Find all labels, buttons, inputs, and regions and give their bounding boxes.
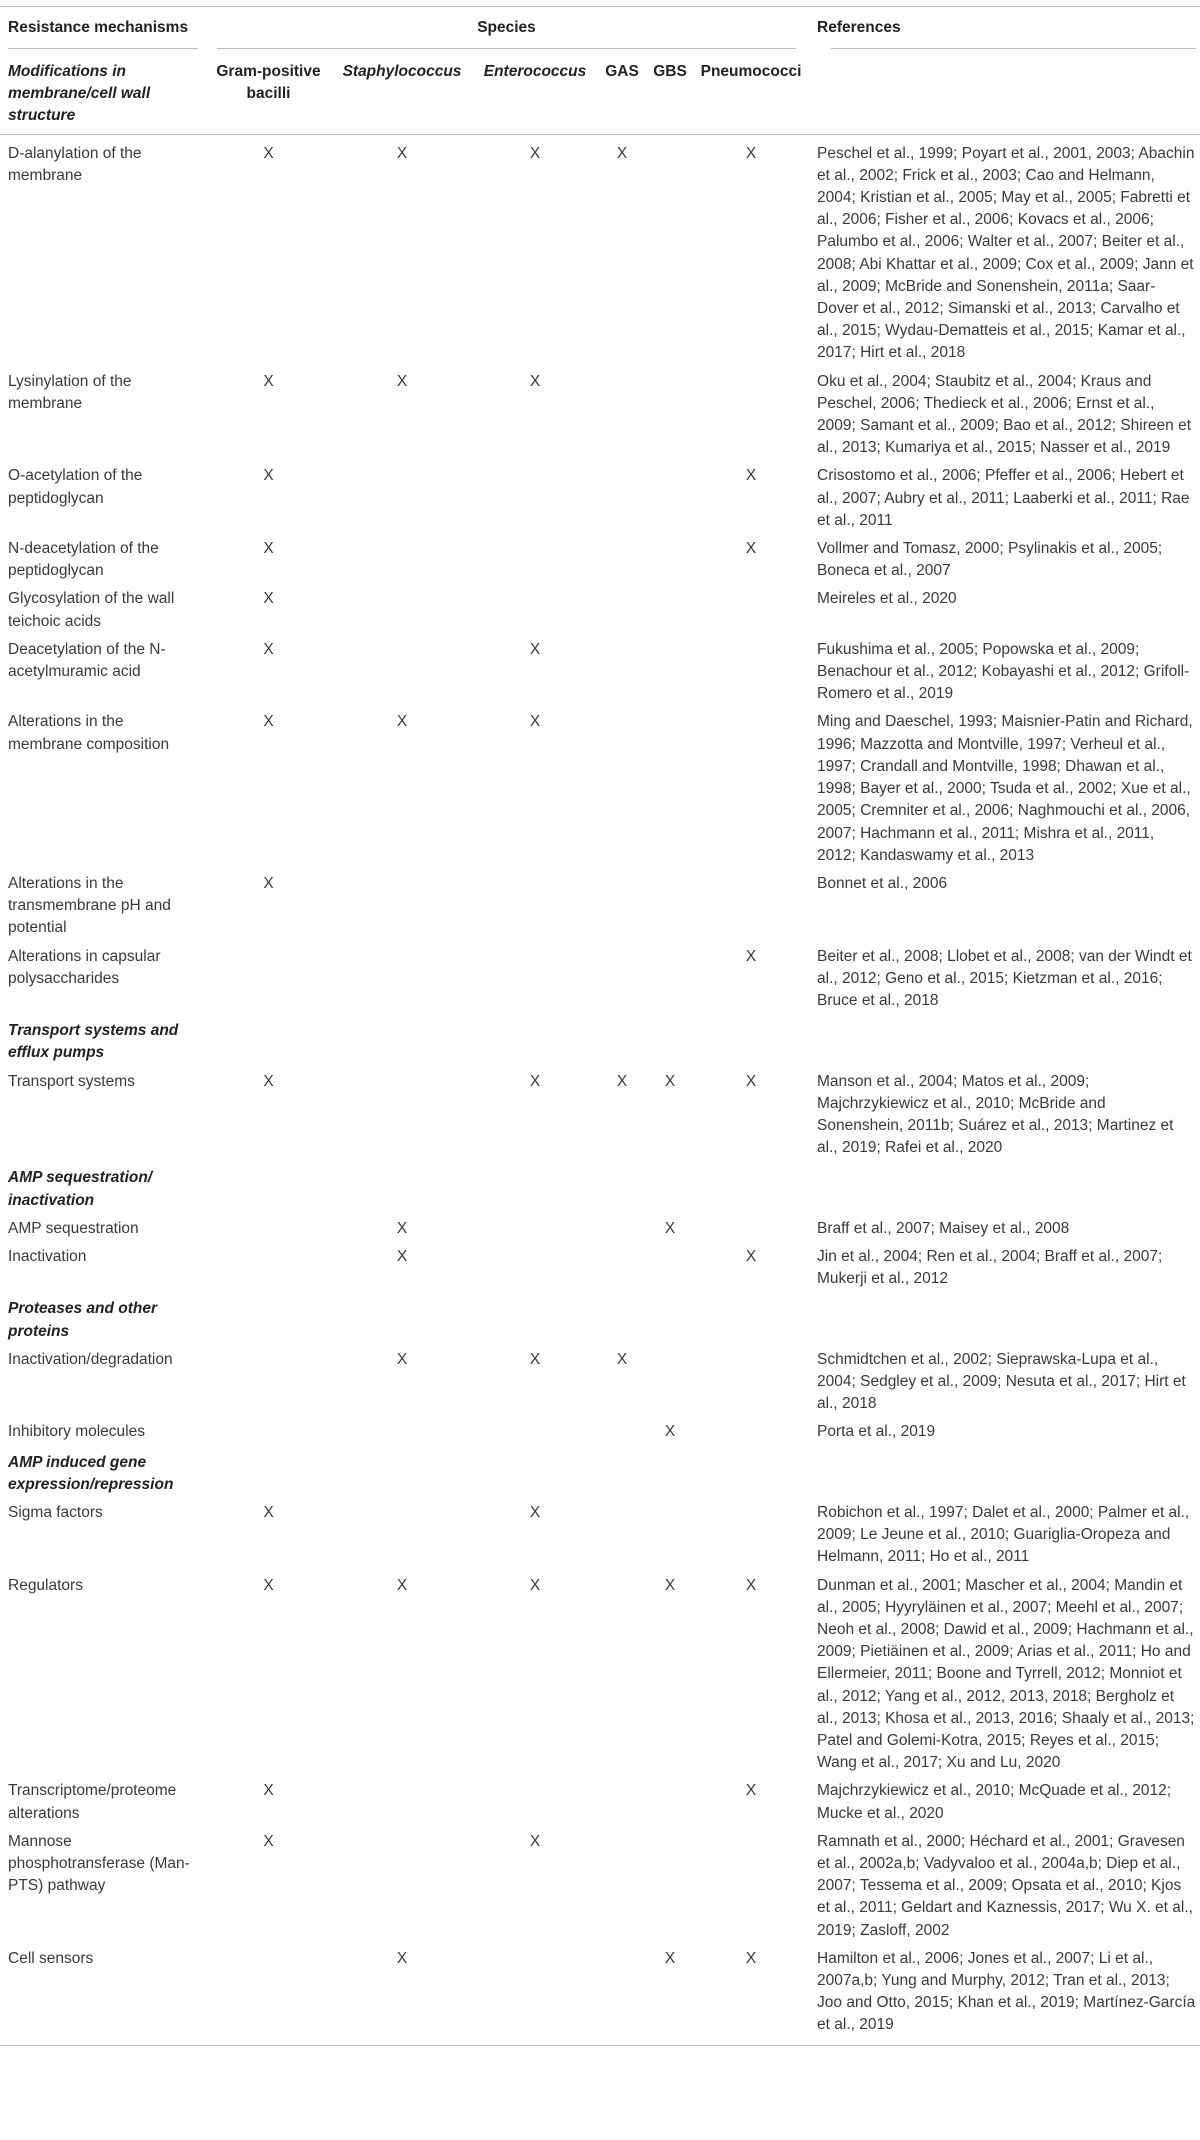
species-mark-cell [472, 635, 598, 708]
species-mark-cell [694, 134, 808, 367]
references-cell: Dunman et al., 2001; Mascher et al., 2004; Mandin et al., 2005; Hyyryläinen et al., 2007; Meehl et al., 2007; Neoh et al., 2008; Dawid et al., 2009; Hachmann et al., 2009; Pietiäinen et al., 2009; Arias et al., 2011; Ho and Ellermeier, 2011; Boone and Tyrrell, 2012; Monniot et al., 2012; Yang et al., 2012, 2013, 2018; Bergholz et al., 2013; Khosa et al., 2013, 2016; Shaaly et al., 2013; Patel and Golemi-Kotra, 2015; Reyes et al., 2015; Wang et al., 2017; Xu and Lu, 2020 [817, 1576, 1195, 1772]
presence-mark: X [396, 1247, 408, 1265]
species-mark-cell [598, 1944, 646, 2045]
species-mark-cell [205, 1067, 332, 1162]
species-mark-cell [332, 134, 472, 367]
species-mark-cell [472, 1417, 598, 1445]
species-mark-cell [205, 1944, 332, 2045]
species-mark-cell [332, 1776, 472, 1826]
species-mark-cell [694, 1242, 808, 1292]
species-mark-cell [598, 1345, 646, 1418]
presence-mark: X [263, 1782, 274, 1800]
species-mark-cell [205, 1345, 332, 1418]
table-row [0, 1242, 1200, 1292]
table-row [0, 1498, 1200, 1571]
species-mark-cell [646, 635, 694, 708]
mechanism-label: Regulators [8, 1576, 83, 1594]
presence-mark: X [529, 640, 541, 658]
species-mark-cell [205, 584, 332, 634]
presence-mark: X [529, 1072, 541, 1090]
resistance-mechanisms-table [0, 6, 1200, 2046]
species-mark-cell [332, 869, 472, 942]
species-mark-cell [472, 584, 598, 634]
table-row [0, 1067, 1200, 1162]
species-mark-cell [205, 134, 332, 367]
species-mark-cell [332, 1571, 472, 1777]
presence-mark: X [616, 1072, 628, 1090]
species-mark-cell [205, 1776, 332, 1826]
species-mark-cell [646, 707, 694, 868]
presence-mark: X [396, 1949, 408, 1967]
species-mark-cell [472, 1214, 598, 1242]
mechanism-label: Lysinylation of the membrane [8, 372, 132, 412]
presence-mark: X [616, 144, 628, 162]
species-mark-cell [694, 1067, 808, 1162]
species-mark-cell [332, 1417, 472, 1445]
table-row [0, 942, 1200, 1015]
section-header-row [0, 1161, 1200, 1213]
presence-mark: X [263, 1072, 274, 1090]
presence-mark: X [745, 144, 757, 162]
presence-mark: X [529, 1503, 541, 1521]
species-mark-cell [646, 1944, 694, 2045]
presence-mark: X [263, 1832, 274, 1850]
presence-mark: X [529, 713, 541, 731]
species-mark-cell [598, 134, 646, 367]
species-mark-cell [332, 1214, 472, 1242]
species-mark-cell [205, 1417, 332, 1445]
table-row [0, 1214, 1200, 1242]
col-header-staphylococcus: Staphylococcus [332, 49, 472, 134]
species-mark-cell [598, 1214, 646, 1242]
presence-mark: X [616, 1350, 628, 1368]
species-mark-cell [472, 1776, 598, 1826]
col-header-gbs: GBS [646, 49, 694, 134]
table-row [0, 1417, 1200, 1445]
section-header-row [0, 1446, 1200, 1498]
species-mark-cell [646, 367, 694, 462]
species-mark-cell [694, 942, 808, 1015]
species-mark-cell [646, 869, 694, 942]
species-mark-cell [646, 461, 694, 534]
references-cell: Jin et al., 2004; Ren et al., 2004; Braff et al., 2007; Mukerji et al., 2012 [817, 1247, 1163, 1288]
species-mark-cell [646, 584, 694, 634]
mechanism-label: Glycosylation of the wall teichoic acids [8, 590, 175, 630]
species-mark-cell [598, 1498, 646, 1571]
species-mark-cell [205, 707, 332, 868]
presence-mark: X [664, 1949, 676, 1967]
presence-mark: X [529, 372, 541, 390]
species-mark-cell [472, 367, 598, 462]
mechanism-label: Inhibitory molecules [8, 1423, 145, 1441]
table-row [0, 367, 1200, 462]
species-mark-cell [646, 1827, 694, 1944]
presence-mark: X [664, 1576, 676, 1594]
references-cell: Bonnet et al., 2006 [817, 874, 948, 892]
species-mark-cell [332, 1345, 472, 1418]
species-mark-cell [694, 1827, 808, 1944]
section-filler [205, 1161, 1200, 1213]
species-mark-cell [646, 1214, 694, 1242]
species-mark-cell [332, 461, 472, 534]
col-header-pneumococci: Pneumococci [694, 49, 808, 134]
species-mark-cell [646, 1776, 694, 1826]
section-header-row [0, 1014, 1200, 1066]
species-mark-cell [694, 1944, 808, 2045]
species-mark-cell [332, 1498, 472, 1571]
species-mark-cell [332, 367, 472, 462]
species-mark-cell [598, 942, 646, 1015]
mechanism-label: D-alanylation of the membrane [8, 144, 142, 184]
mechanism-label: Mannose phosphotransferase (Man-PTS) pathway [8, 1832, 190, 1895]
species-mark-cell [205, 942, 332, 1015]
presence-mark: X [529, 144, 541, 162]
species-mark-cell [472, 134, 598, 367]
presence-mark: X [664, 1423, 676, 1441]
species-mark-cell [646, 942, 694, 1015]
species-mark-cell [694, 869, 808, 942]
references-cell: Meireles et al., 2020 [817, 590, 957, 608]
table-row [0, 1571, 1200, 1777]
presence-mark: X [396, 1576, 408, 1594]
table-row [0, 461, 1200, 534]
species-mark-cell [332, 1944, 472, 2045]
mechanism-label: Transcriptome/proteome alterations [8, 1782, 177, 1822]
species-mark-cell [694, 1571, 808, 1777]
table-row [0, 869, 1200, 942]
species-mark-cell [694, 584, 808, 634]
presence-mark: X [263, 713, 274, 731]
species-mark-cell [694, 1417, 808, 1445]
mechanism-label: N-deacetylation of the peptidoglycan [8, 540, 159, 580]
header-species: Species [477, 18, 536, 36]
table-row [0, 134, 1200, 367]
table-row [0, 1345, 1200, 1418]
species-mark-cell [205, 869, 332, 942]
presence-mark: X [396, 144, 408, 162]
col-header-gas: GAS [598, 49, 646, 134]
mechanism-label: Alterations in the transmembrane pH and potential [8, 874, 171, 937]
header-references: References [808, 7, 1200, 50]
references-cell: Vollmer and Tomasz, 2000; Psylinakis et al., 2005; Boneca et al., 2007 [817, 540, 1163, 580]
references-cell: Fukushima et al., 2005; Popowska et al., 2009; Benachour et al., 2012; Kobayashi et al., 2012; Grifoll-Romero et al., 2019 [817, 640, 1190, 703]
species-mark-cell [332, 1067, 472, 1162]
species-mark-cell [646, 1067, 694, 1162]
presence-mark: X [263, 1503, 274, 1521]
mechanism-label: Inactivation/degradation [8, 1350, 173, 1368]
table-row [0, 584, 1200, 634]
references-cell: Braff et al., 2007; Maisey et al., 2008 [817, 1219, 1070, 1237]
species-mark-cell [205, 1214, 332, 1242]
col-header-enterococcus: Enterococcus [472, 49, 598, 134]
mechanism-label: Sigma factors [8, 1503, 103, 1521]
presence-mark: X [745, 1247, 757, 1265]
species-mark-cell [694, 1345, 808, 1418]
presence-mark: X [745, 1072, 757, 1090]
references-cell: Oku et al., 2004; Staubitz et al., 2004; Kraus and Peschel, 2006; Thedieck et al., 2006; Ernst et al., 2009; Samant et al., 2009; Bao et al., 2012; Shireen et al., 2013; Kumariya et al., 2015; Nasser et al., 2019 [817, 372, 1191, 457]
species-mark-cell [598, 1571, 646, 1777]
species-mark-cell [598, 1776, 646, 1826]
section-header-row [0, 1292, 1200, 1344]
species-mark-cell [694, 1498, 808, 1571]
species-mark-cell [472, 1827, 598, 1944]
presence-mark: X [263, 467, 274, 485]
section-filler [205, 1292, 1200, 1344]
species-mark-cell [598, 461, 646, 534]
table-row [0, 707, 1200, 868]
species-mark-cell [332, 1242, 472, 1292]
species-mark-cell [472, 1571, 598, 1777]
presence-mark: X [745, 1782, 757, 1800]
presence-mark: X [745, 540, 757, 558]
species-mark-cell [598, 1827, 646, 1944]
species-mark-cell [205, 534, 332, 584]
presence-mark: X [745, 947, 757, 965]
mechanism-label: Cell sensors [0, 1944, 205, 2045]
presence-mark: X [396, 372, 408, 390]
references-cell: Peschel et al., 1999; Poyart et al., 2001, 2003; Abachin et al., 2002; Frick et al., 2003; Cao and Helmann, 2004; Kristian et al., 2005; May et al., 2005; Fabretti et al., 2006; Fisher et al., 2006; Kovacs et al., 2006; Palumbo et al., 2006; Walter et al., 2007; Beiter et al., 2008; Abi Khattar et al., 2009; Cox et al., 2009; Jann et al., 2009; McBride and Sonenshein, 2011a; Saar-Dover et al., 2012; Simanski et al., 2013; Carvalho et al., 2015; Wydau-Dematteis et al., 2015; Kamar et al., 2017; Hirt et al., 2018 [817, 144, 1195, 362]
section-header: AMP induced gene expression/repression [8, 1453, 174, 1493]
species-mark-cell [332, 534, 472, 584]
section-filler [205, 1446, 1200, 1498]
header-species-group [205, 7, 808, 50]
references-cell: Majchrzykiewicz et al., 2010; McQuade et al., 2012; Mucke et al., 2020 [817, 1782, 1172, 1822]
species-mark-cell [646, 1345, 694, 1418]
col-header-references-blank [808, 49, 1200, 134]
species-mark-cell [598, 1067, 646, 1162]
presence-mark: X [664, 1219, 676, 1237]
presence-mark: X [664, 1072, 676, 1090]
species-mark-cell [472, 942, 598, 1015]
species-mark-cell [205, 1827, 332, 1944]
section-header: Proteases and other proteins [8, 1300, 158, 1340]
mechanism-label: Inactivation [8, 1247, 87, 1265]
species-mark-cell [205, 461, 332, 534]
presence-mark: X [529, 1576, 541, 1594]
species-mark-cell [332, 1827, 472, 1944]
table-row [0, 1944, 1200, 2045]
species-mark-cell [694, 1776, 808, 1826]
species-mark-cell [598, 707, 646, 868]
presence-mark: X [263, 372, 274, 390]
species-mark-cell [598, 534, 646, 584]
species-mark-cell [646, 134, 694, 367]
presence-mark: X [263, 1576, 274, 1594]
presence-mark: X [396, 1350, 408, 1368]
presence-mark: X [396, 713, 408, 731]
species-mark-cell [205, 635, 332, 708]
species-mark-cell [332, 942, 472, 1015]
species-mark-cell [694, 461, 808, 534]
species-mark-cell [472, 461, 598, 534]
presence-mark: X [263, 540, 274, 558]
references-cell: Manson et al., 2004; Matos et al., 2009; Majchrzykiewicz et al., 2010; McBride and Sonenshein, 2011b; Suárez et al., 2013; Martinez et al., 2019; Rafei et al., 2020 [817, 1072, 1174, 1157]
table-body [0, 134, 1200, 2045]
species-mark-cell [646, 1417, 694, 1445]
presence-mark: X [745, 1949, 757, 1967]
references-cell: Hamilton et al., 2006; Jones et al., 2007; Li et al., 2007a,b; Yung and Murphy, 2012; Tran et al., 2013; Joo and Otto, 2015; Khan et al., 2019; Martínez-García et al., 2019 [808, 1944, 1200, 2045]
presence-mark: X [263, 590, 274, 608]
mechanism-label: AMP sequestration [8, 1219, 139, 1237]
species-mark-cell [598, 869, 646, 942]
species-mark-cell [472, 1345, 598, 1418]
table-row [0, 534, 1200, 584]
presence-mark: X [529, 1832, 541, 1850]
table-row [0, 1776, 1200, 1826]
species-mark-cell [332, 707, 472, 868]
mechanism-label: Transport systems [8, 1072, 135, 1090]
species-mark-cell [646, 534, 694, 584]
species-mark-cell [694, 635, 808, 708]
species-mark-cell [598, 584, 646, 634]
presence-mark: X [396, 1219, 408, 1237]
table-row [0, 635, 1200, 708]
species-mark-cell [694, 534, 808, 584]
species-mark-cell [646, 1571, 694, 1777]
species-mark-cell [646, 1242, 694, 1292]
mechanism-label: Alterations in the membrane composition [8, 713, 170, 753]
species-mark-cell [332, 584, 472, 634]
mechanism-label: O-acetylation of the peptidoglycan [8, 467, 143, 507]
species-underline [217, 48, 796, 49]
references-cell: Crisostomo et al., 2006; Pfeffer et al., 2006; Hebert et al., 2007; Aubry et al., 2011; Laaberki et al., 2011; Rae et al., 2011 [817, 467, 1190, 529]
presence-mark: X [263, 874, 274, 892]
species-mark-cell [205, 1571, 332, 1777]
species-mark-cell [472, 1498, 598, 1571]
section-filler [205, 1014, 1200, 1066]
references-cell: Robichon et al., 1997; Dalet et al., 2000; Palmer et al., 2009; Le Jeune et al., 2010; Guariglia-Oropeza and Helmann, 2011; Ho et al., 2011 [817, 1503, 1190, 1566]
species-mark-cell [472, 1944, 598, 2045]
species-mark-cell [598, 1417, 646, 1445]
species-mark-cell [694, 707, 808, 868]
mechanism-label: Deacetylation of the N-acetylmuramic acid [8, 640, 166, 681]
presence-mark: X [263, 640, 274, 658]
references-cell: Ming and Daeschel, 1993; Maisnier-Patin and Richard, 1996; Mazzotta and Montville, 1997; Verheul et al., 1997; Crandall and Montville, 1998; Dhawan et al., 1998; Bayer et al., 2000; Tsuda et al., 2002; Xue et al., 2005; Cremniter et al., 2006; Naghmouchi et al., 2006, 2007; Hachmann et al., 2011; Mishra et al., 2011, 2012; Kandaswamy et al., 2013 [817, 713, 1193, 864]
references-cell: Beiter et al., 2008; Llobet et al., 2008; van der Windt et al., 2012; Geno et al., 2015; Kietzman et al., 2016; Bruce et al., 2018 [817, 947, 1192, 1009]
species-mark-cell [694, 367, 808, 462]
species-mark-cell [472, 869, 598, 942]
species-mark-cell [472, 534, 598, 584]
species-mark-cell [472, 707, 598, 868]
presence-mark: X [745, 467, 757, 485]
species-mark-cell [205, 1498, 332, 1571]
species-mark-cell [332, 635, 472, 708]
references-cell: Schmidtchen et al., 2002; Sieprawska-Lupa et al., 2004; Sedgley et al., 2009; Nesuta et al., 2017; Hirt et al., 2018 [817, 1350, 1186, 1413]
presence-mark: X [529, 1350, 541, 1368]
species-mark-cell [646, 1498, 694, 1571]
species-mark-cell [598, 635, 646, 708]
species-mark-cell [598, 367, 646, 462]
section-header: Transport systems and efflux pumps [8, 1022, 179, 1062]
table-row [0, 1827, 1200, 1944]
species-mark-cell [205, 1242, 332, 1292]
species-mark-cell [205, 367, 332, 462]
mechanism-label: Alterations in capsular polysaccharides [8, 947, 161, 987]
presence-mark: X [263, 144, 274, 162]
species-mark-cell [472, 1242, 598, 1292]
section-header: AMP sequestration/ inactivation [8, 1169, 153, 1209]
species-mark-cell [472, 1067, 598, 1162]
header-resistance-mechanisms: Resistance mechanisms [0, 7, 205, 50]
presence-mark: X [745, 1576, 757, 1594]
col-header-gram-positive-bacilli: Gram-positive bacilli [205, 49, 332, 134]
section-header-first: Modifications in membrane/cell wall structure [0, 49, 205, 134]
species-mark-cell [694, 1214, 808, 1242]
references-cell: Porta et al., 2019 [817, 1423, 936, 1441]
references-cell: Ramnath et al., 2000; Héchard et al., 2001; Gravesen et al., 2002a,b; Vadyvaloo et al., 2004a,b; Diep et al., 2007; Tessema et al., 2009; Opsata et al., 2010; Kjos et al., 2011; Geldart and Kaznessis, 2017; Wu X. et al., 2019; Zasloff, 2002 [817, 1832, 1193, 1939]
species-mark-cell [598, 1242, 646, 1292]
